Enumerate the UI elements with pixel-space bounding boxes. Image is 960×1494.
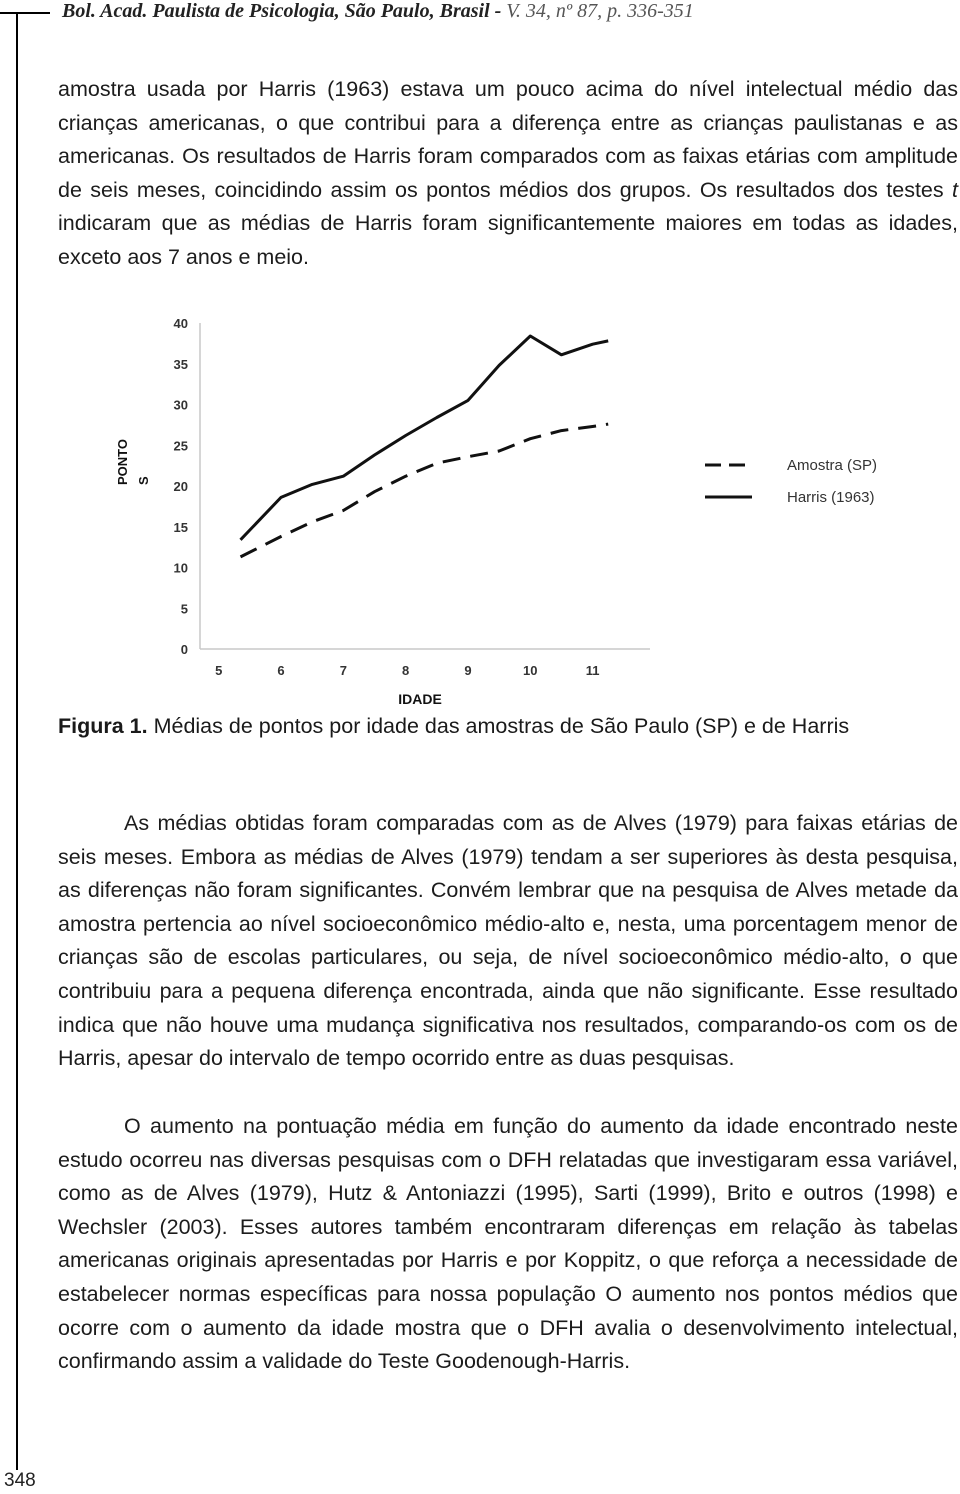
- x-tick-label: 7: [339, 663, 347, 678]
- y-tick-label: 10: [173, 560, 188, 576]
- x-axis-title: IDADE: [398, 691, 442, 707]
- margin-rule: [16, 12, 18, 1470]
- header-rule: [0, 12, 50, 14]
- x-tick-label: 11: [585, 663, 600, 678]
- figure-1-chart: [100, 310, 920, 710]
- journal-name: Bol. Acad. Paulista de Psicologia, São Paulo, Brasil -: [62, 0, 507, 22]
- page-number: 348: [4, 1470, 36, 1491]
- y-tick-label: 0: [180, 642, 188, 657]
- y-tick-label: 5: [180, 601, 188, 617]
- y-tick-label: 40: [173, 316, 188, 331]
- y-tick-label: 20: [173, 479, 188, 494]
- paragraph-3: O aumento na pontuação média em função do aumento da idade encontrado neste estudo ocorreu nas diversas pesquisas com o DFH relatadas que investigaram essa variável, como as de Alves (1979), Hutz & Antoniazzi (1995), Sarti (1999), Brito e outros (1998) e Wechsler (2003). Esses autores também encontraram diferenças em relação às tabelas americanas originais apresentadas por Harris e por Koppitz, o que reforça a necessidade de estabelecer normas específicas para nossa população O aumento nos pontos médios que ocorre com o aumento da idade mostra que o DFH avalia o desenvolvimento intelectual, confirmando assim a validade do Teste Goodenough-Harris.: [58, 1114, 958, 1374]
- x-tick-label: 8: [402, 663, 410, 678]
- journal-citation: V. 34, nº 87, p. 336-351: [506, 0, 694, 22]
- series-line-harris-1963: [241, 336, 609, 540]
- figure-label: Figura 1.: [58, 714, 148, 738]
- legend-label-harris-1963: Harris (1963): [787, 489, 875, 506]
- x-tick-label: 5: [215, 663, 223, 678]
- paragraph-2: As médias obtidas foram comparadas com as de Alves (1979) para faixas etárias de seis meses. Embora as médias de Alves (1979) tendam a ser superiores às desta pesquisa, as diferenças não foram significantes. Convém lembrar que na pesquisa de Alves metade da amostra pertencia ao nível socioeconômico médio-alto e, nesta, uma porcentagem menor de crianças são de escolas particulares, ou seja, de nível socioeconômico médio-alto, o que contribuiu para a pequena diferença encontrada, ainda que não significante. Esse resultado indica que não houve uma mudança significativa nos resultados, comparando-os com os de Harris, apesar do intervalo de tempo ocorrido entre as duas pesquisas.: [58, 811, 958, 1071]
- y-tick-label: 35: [173, 356, 188, 372]
- figure-caption: [58, 711, 849, 741]
- t-test-symbol: t: [952, 177, 958, 202]
- paragraph-1: [58, 73, 958, 275]
- paragraph-1-text-b: indicaram que as médias de Harris foram significantemente maiores em todas as idades, exceto aos 7 anos e meio.: [58, 211, 958, 269]
- x-tick-label: 10: [523, 663, 538, 678]
- running-header: [62, 0, 694, 23]
- y-tick-label: 30: [173, 397, 188, 413]
- y-axis-title-line1: PONTO: [115, 439, 130, 485]
- figure-caption-text: Médias de pontos por idade das amostras de São Paulo (SP) e de Harris: [147, 714, 850, 738]
- paragraph-1-text-a: amostra usada por Harris (1963) estava um pouco acima do nível intelectual médio das crianças americanas, o que contribui para a diferença entre as crianças paulistanas e as americanas. Os resultados de Harris foram comparados com as faixas etárias com amplitude de seis meses, coincidindo assim os pontos médios dos grupos. Os resultados dos testes: [58, 77, 958, 202]
- y-tick-label: 25: [173, 438, 188, 454]
- y-axis-title-line2: S: [136, 476, 151, 485]
- y-tick-label: 15: [173, 519, 188, 535]
- legend-label-amostra-sp: Amostra (SP): [787, 457, 878, 474]
- x-tick-label: 9: [464, 663, 472, 678]
- x-tick-label: 6: [277, 663, 285, 678]
